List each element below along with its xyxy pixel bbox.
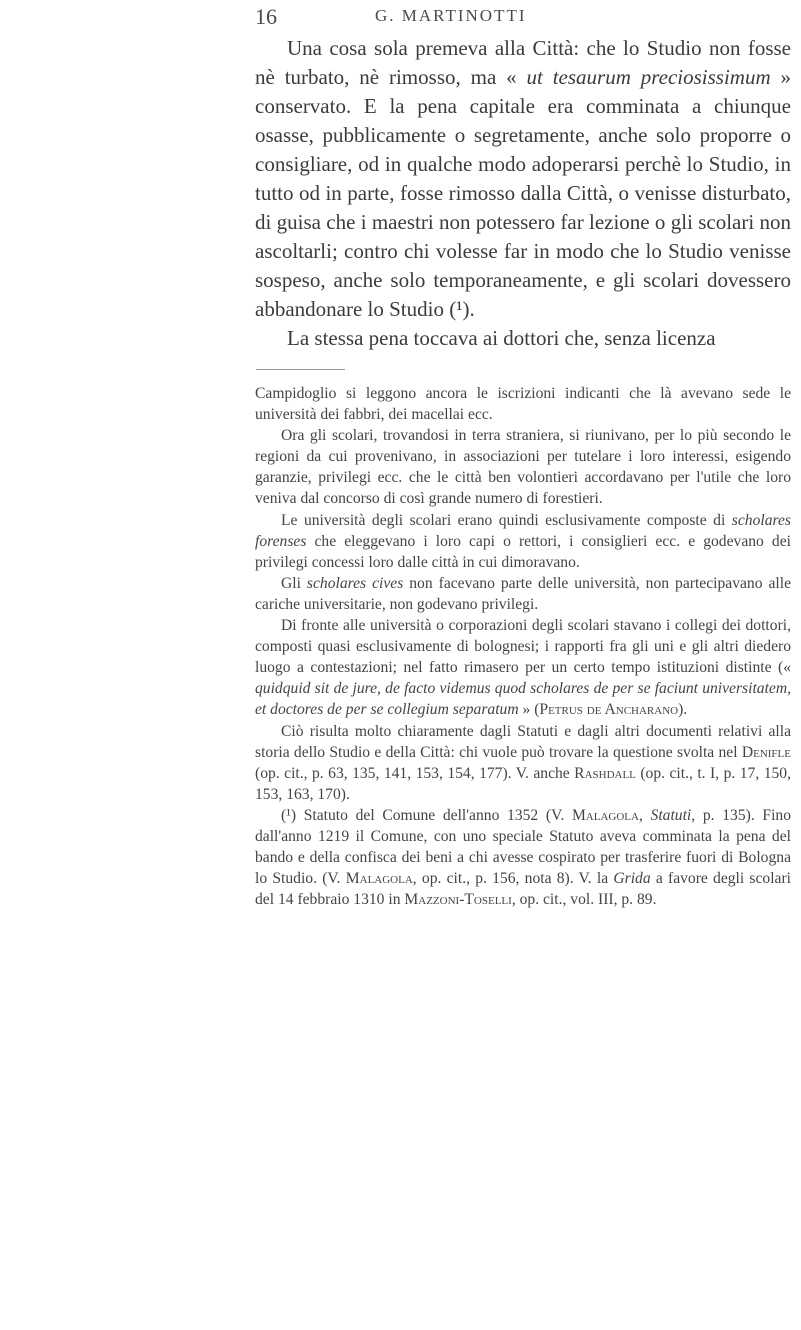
text-run: che eleggevano i loro capi o rettori, i consiglieri ecc. e godevano dei privilegi concessi loro dalle città in cui dimoravano. — [255, 532, 791, 571]
main-text — [255, 34, 791, 353]
note-paragraph — [255, 510, 791, 573]
running-head: G. MARTINOTTI — [375, 6, 527, 25]
note-continuation: Campidoglio si leggono ancora le iscrizioni indicanti che là avevano sede le università dei fabbri, dei macellai ecc. — [255, 385, 791, 424]
text-run: , p. 135). Fino dall'anno 1219 il Comune, con uno speciale Statuto aveva comminata la pena del bando e della confisca dei beni a chi avesse cospirato per trasferire fuori di Bologna lo Studio. (V. — [255, 806, 791, 888]
footnote-divider — [256, 369, 345, 370]
author-name: Mazzoni-Toselli — [404, 891, 512, 909]
italic-quote: ut tesaurum preciosissimum — [526, 65, 771, 89]
text-run: (op. cit., p. 63, 135, 141, 153, 154, 177). V. anche — [255, 764, 575, 782]
italic-term: scholares cives — [306, 574, 404, 592]
italic-title: Statuti — [650, 806, 692, 824]
text-run: , op. cit., p. 156, nota 8). V. la — [412, 870, 614, 888]
text-run: » ( — [518, 701, 540, 719]
author-name: Denifle — [741, 743, 791, 761]
text-run: a favore degli scolari del 14 febbraio 1310 in — [255, 870, 792, 909]
author-name: Malagola — [345, 870, 413, 888]
text-run: Gli — [281, 574, 307, 592]
text-run: (op. cit., t. I, p. 17, 150, 153, 163, 170). — [255, 764, 791, 803]
note-paragraph: Ora gli scolari, trovandosi in terra straniera, si riunivano, per lo più secondo le regioni da cui provenivano, in associazioni per tutelare i loro interessi, esigendo garanzie, privilegi ecc. che le città ben volontieri accordavano per l'utile che loro veniva dal concorso di così grande numero di forestieri. — [255, 427, 791, 508]
text-run: (¹) Statuto del Comune dell'anno 1352 (V. — [281, 806, 572, 824]
text-run: ). — [678, 701, 688, 719]
page-number: 16 — [255, 4, 277, 29]
main-paragraph-1 — [255, 34, 791, 324]
italic-quote: quidquid sit de jure, de facto videmus quod scholares de per se faciunt universitatem, et doctores de per se collegium separatum — [255, 680, 791, 719]
italic-term: scholares forenses — [255, 511, 791, 550]
italic-title: Grida — [613, 870, 651, 888]
author-name: Malagola — [571, 806, 639, 824]
note-paragraph — [255, 721, 791, 805]
text-run: Di fronte alle università o corporazioni degli scolari stavano i collegi dei dottori, composti quasi esclusivamente di bolognesi; i rapporti fra gli uni e gli altri diedero luogo a contestazioni; nel fatto rimasero per un certo tempo istituzioni distinte (« — [255, 617, 791, 677]
author-name: Petrus de Ancharano — [539, 701, 679, 719]
text-run: » conservato. E la pena capitale era comminata a chiunque osasse, pubblicamente o segretamente, anche solo proporre o consigliare, od in qualche modo adoperarsi perchè lo Studio, in tutto od in parte, fosse rimosso dalla Città, o venisse disturbato, di guisa che i maestri non potessero far lezione o gli scolari non ascoltarli; contro chi volesse far in modo che lo Studio venisse sospeso, anche solo temporaneamente, e gli scolari dovessero abbandonare lo Studio (¹). — [255, 65, 791, 321]
text-run: Ciò risulta molto chiaramente dagli Statuti e dagli altri documenti relativi alla storia dello Studio e della Città: chi vuole può trovare la questione svolta nel — [255, 722, 791, 761]
text-run: Una cosa sola premeva alla Città: che lo Studio non fosse nè turbato, nè rimosso, ma « — [255, 36, 791, 89]
main-paragraph-2: La stessa pena toccava ai dottori che, senza licenza — [287, 326, 716, 350]
text-run: Le università degli scolari erano quindi esclusivamente composte di — [281, 511, 732, 529]
text-run: , op. cit., vol. III, p. 89. — [511, 891, 657, 909]
text-run: , — [638, 806, 651, 824]
note-paragraph — [255, 573, 791, 615]
text-run: non facevano parte delle università, non partecipavano alle cariche universitarie, non godevano privilegi. — [255, 574, 791, 613]
footnote-1 — [255, 805, 791, 910]
note-paragraph — [255, 615, 791, 720]
footnotes — [255, 383, 791, 910]
author-name: Rashdall — [574, 764, 636, 782]
page-header — [0, 4, 801, 34]
